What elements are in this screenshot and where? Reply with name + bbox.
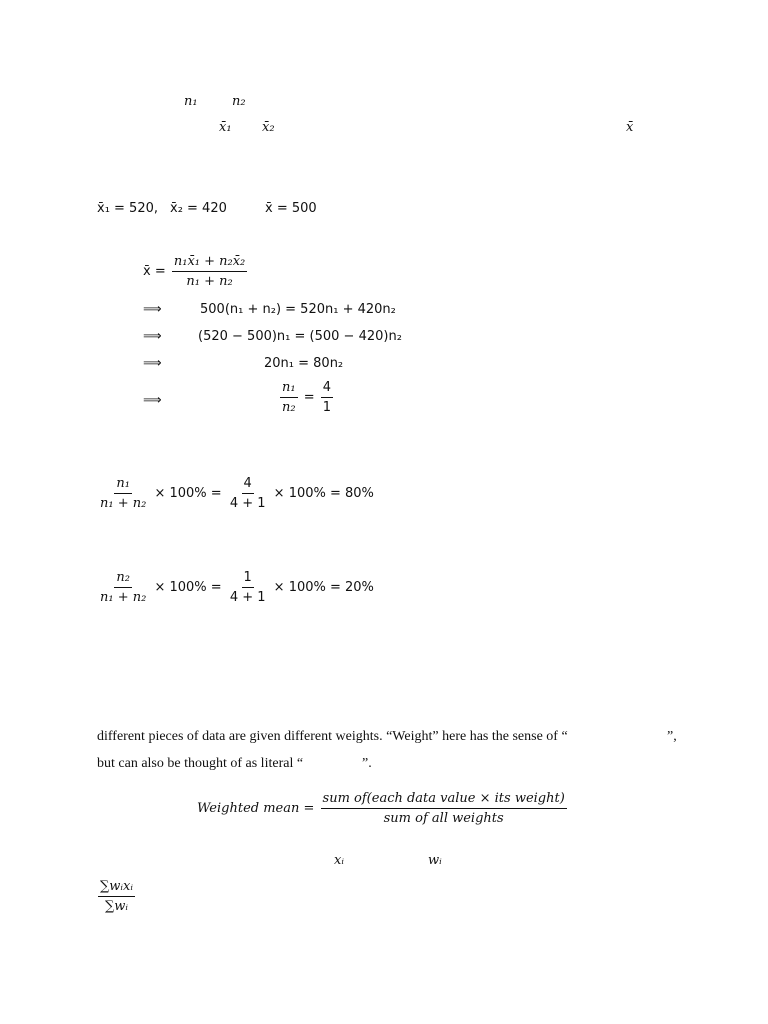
percent-1-rnum: 4 <box>242 476 254 494</box>
percent-2-den: n₁ + n₂ <box>100 590 147 605</box>
weighted-sum-fraction <box>98 879 135 914</box>
var-xbar2: x̄₂ <box>262 120 275 135</box>
weighted-sum-formula <box>96 879 137 914</box>
given-x: x̄ = 500 <box>265 201 317 216</box>
step-2: (520 − 500)n₁ = (500 − 420)n₂ <box>198 329 402 344</box>
var-n2: n₂ <box>232 94 246 109</box>
percent-1-mid: × 100% = <box>154 486 222 501</box>
percent-2-result: × 100% = 20% <box>273 580 374 595</box>
given-x2: x̄₂ = 420 <box>170 201 227 216</box>
percent-1-rfraction <box>228 476 268 511</box>
ratio-rhs-fraction <box>321 380 333 415</box>
var-wi: wᵢ <box>428 853 442 868</box>
percent-2-rnum: 1 <box>242 570 254 588</box>
percent-1-fraction <box>98 476 148 511</box>
percent-2-mid: × 100% = <box>154 580 222 595</box>
var-n1: n₁ <box>184 94 198 109</box>
weighted-mean-formula <box>197 791 569 826</box>
percent-1-rden: 4 + 1 <box>229 496 266 511</box>
paragraph-line-2a: but can also be thought of as literal “ <box>97 756 304 771</box>
paragraph-line-2b: ”. <box>362 756 372 771</box>
var-xi: xᵢ <box>334 853 344 868</box>
weighted-sum-den: ∑wᵢ <box>104 899 128 914</box>
step-3: 20n₁ = 80n₂ <box>264 356 344 371</box>
var-xbar1: x̄₁ <box>219 120 232 135</box>
paragraph-line-1a: different pieces of data are given different weights. “Weight” here has the sense of “ <box>97 729 568 744</box>
percent-2-rden: 4 + 1 <box>229 590 266 605</box>
weighted-sum-num: ∑wᵢxᵢ <box>98 879 135 897</box>
ratio-equals: = <box>303 390 315 405</box>
ratio-lhs-fraction <box>280 380 298 415</box>
mean-numerator: n₁x̄₁ + n₂x̄₂ <box>172 254 247 272</box>
weighted-mean-fraction <box>321 791 567 826</box>
percent-1-formula <box>96 476 374 511</box>
percent-2-fraction <box>98 570 148 605</box>
ratio-lhs-den: n₂ <box>282 400 296 415</box>
arrow-2: ⟹ <box>143 329 162 344</box>
var-xbar: x̄ <box>626 120 634 135</box>
mean-fraction <box>172 254 247 289</box>
step-1: 500(n₁ + n₂) = 520n₁ + 420n₂ <box>200 302 396 317</box>
percent-1-den: n₁ + n₂ <box>100 496 147 511</box>
percent-2-rfraction <box>228 570 268 605</box>
arrow-4: ⟹ <box>143 393 162 408</box>
given-x1: x̄₁ = 520, <box>97 201 159 216</box>
ratio-rhs-num: 4 <box>321 380 333 398</box>
mean-denominator: n₁ + n₂ <box>186 274 233 289</box>
weighted-mean-num: sum of(each data value × its weight) <box>321 791 567 809</box>
ratio-rhs-den: 1 <box>322 400 332 415</box>
weighted-mean-den: sum of all weights <box>383 811 504 826</box>
paragraph-line-1b: ”, <box>667 729 677 744</box>
percent-2-formula <box>96 570 374 605</box>
ratio-lhs-num: n₁ <box>280 380 298 398</box>
weighted-mean-lhs: Weighted mean = <box>197 801 315 816</box>
percent-1-num: n₁ <box>114 476 132 494</box>
mean-lhs: x̄ = <box>143 264 166 279</box>
step-4 <box>278 380 335 415</box>
arrow-3: ⟹ <box>143 356 162 371</box>
percent-1-result: × 100% = 80% <box>273 486 374 501</box>
percent-2-num: n₂ <box>114 570 132 588</box>
derivation-mean-formula <box>143 254 249 289</box>
arrow-1: ⟹ <box>143 302 162 317</box>
